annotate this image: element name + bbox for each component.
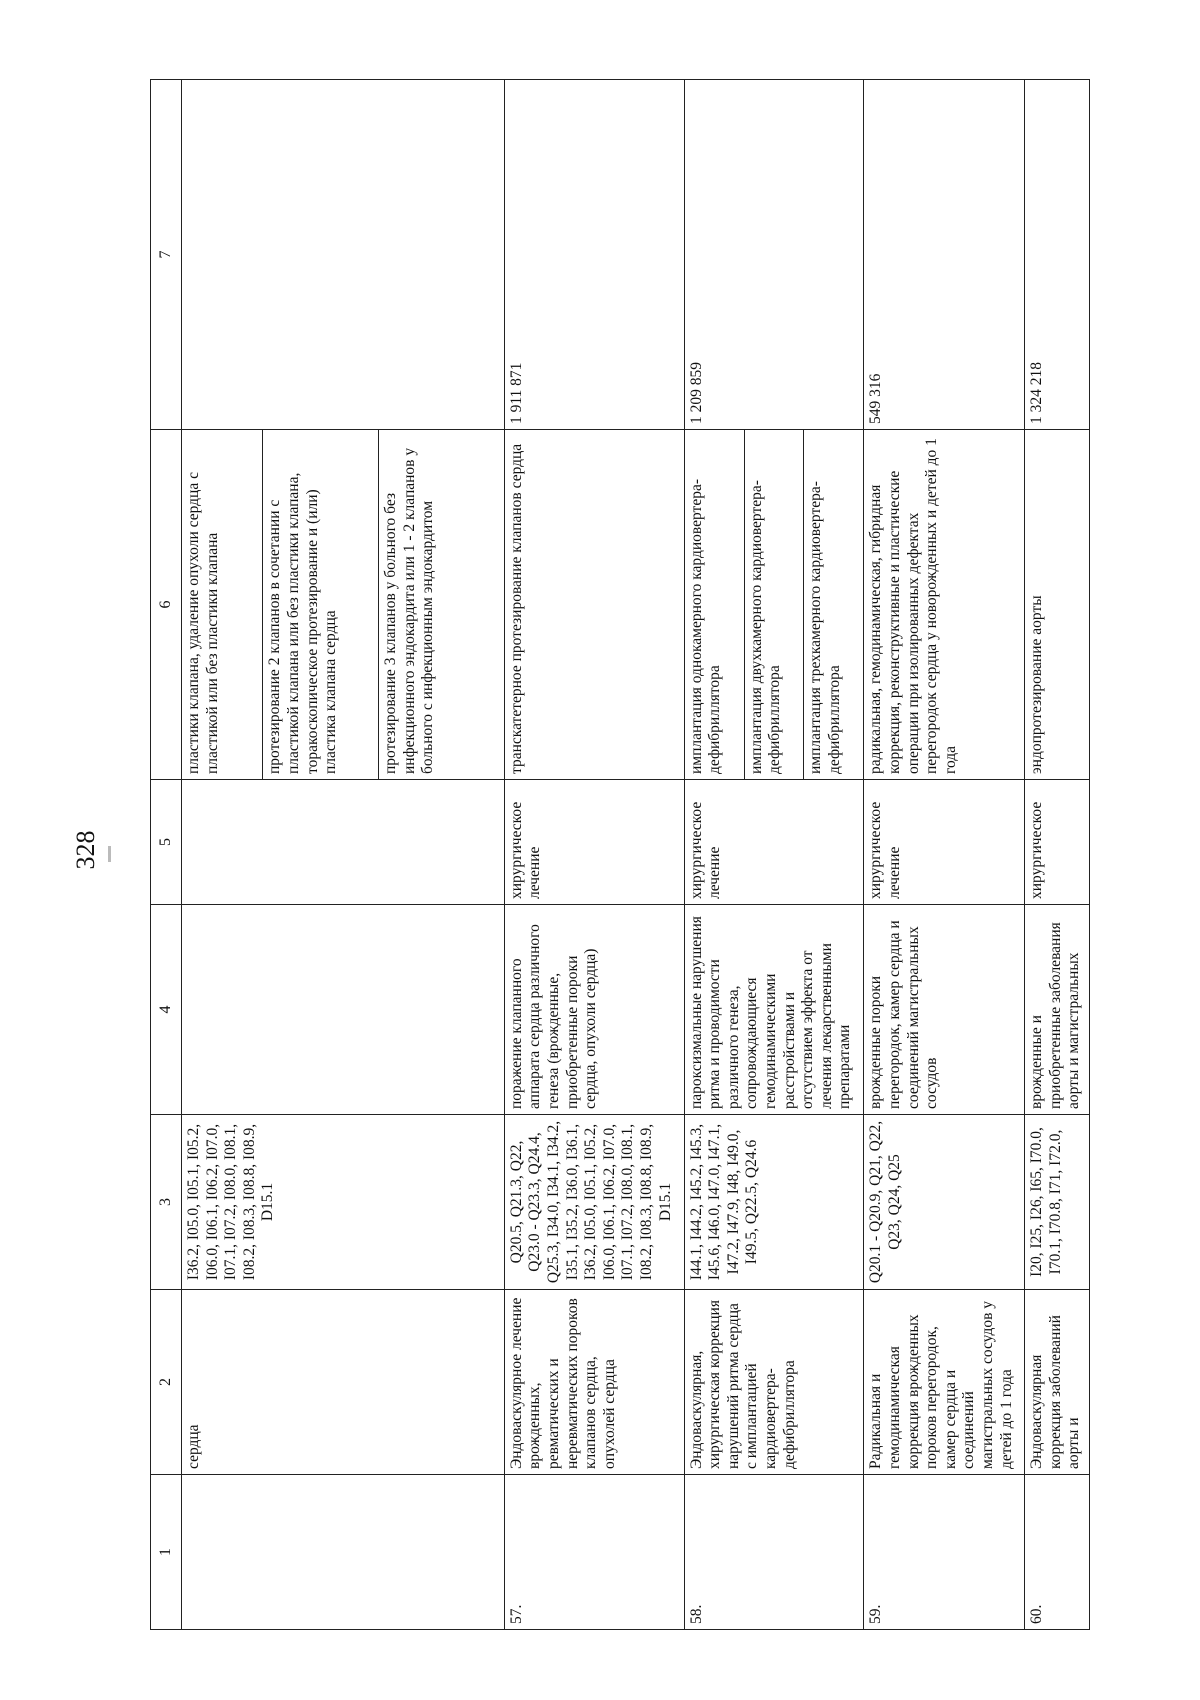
cell-model [182,905,505,1115]
services-table [150,79,1090,1630]
col-header-7: 7 [151,80,182,430]
cell-model: врожденные пороки перегородок, камер сердца и соединений магистральных сосудов [864,905,1025,1115]
cell-method: транскатетерное протезирование клапанов сердца [504,430,684,780]
table-row-60 [1024,80,1089,1630]
cell-name: Эндоваскулярная коррекция заболеваний аорты и [1024,1290,1089,1475]
cell-method: имплантация двухкамерного кардиовертера-дефибриллятора [744,430,804,780]
cell-method: радикальная, гемодинамическая, гибридная коррекция, реконструктивные и пластические операции при изолированных дефектах перегородок сердца у новорожденных и детей до 1 года [864,430,1025,780]
table-row-57 [504,80,684,1630]
cell-cost: 1 209 859 [684,80,864,430]
col-header-6: 6 [151,430,182,780]
cell-cost [182,80,505,430]
cell-name: Эндоваскулярная, хирургическая коррекция нарушений ритма сердца с имплантацией кардиовертера-дефибриллятора [684,1290,864,1475]
cell-name: Радикальная и гемодинамическая коррекция врожденных пороков перегородок, камер сердца и соединений магистральных сосудов у детей до 1 года [864,1290,1025,1475]
cell-method: протезирование 2 клапанов в сочетании с пластикой клапана или без пластики клапана, торакоскопическое протезирование и (или) пластика клапана сердца [263,430,379,780]
rotated-page-content [150,80,1090,1630]
cell-cost: 1 324 218 [1024,80,1089,430]
cell-treatment: хирургическое лечение [684,780,864,905]
table-row-59 [864,80,1025,1630]
header-row [151,80,182,1630]
cell-method: протезирование 3 клапанов у больного без инфекционного эндокардита или 1 - 2 клапанов у больного с инфекционным эндокардитом [378,430,504,780]
cell-method: имплантация однокамерного кардиовертера-дефибриллятора [684,430,744,780]
cell-num [182,1475,505,1630]
cell-num: 59. [864,1475,1025,1630]
col-header-2: 2 [151,1290,182,1475]
col-header-1: 1 [151,1475,182,1630]
cell-cost: 1 911 871 [504,80,684,430]
cell-model: пароксизмальные нарушения ритма и проводимости различного генеза, сопровождающиеся гемодинамическими расстройствами и отсутствием эффекта от лечения лекарственными препаратами [684,905,864,1115]
cell-method: пластики клапана, удаление опухоли сердца с пластикой или без пластики клапана [182,430,263,780]
col-header-5: 5 [151,780,182,905]
cell-num: 60. [1024,1475,1089,1630]
cell-model: врожденные и приобретенные заболевания аорты и магистральных [1024,905,1089,1115]
cell-name: Эндоваскулярное лечение врожденных, ревматических и неревматических пороков клапанов сердца, опухолей сердца [504,1290,684,1475]
col-header-3: 3 [151,1115,182,1290]
col-header-4: 4 [151,905,182,1115]
cell-method: имплантация трехкамерного кардиовертера-дефибриллятора [804,430,864,780]
scan-mark [108,846,111,862]
cell-codes: Q20.1 - Q20.9, Q21, Q22, Q23, Q24, Q25 [864,1115,1025,1290]
cell-codes: I20, I25, I26, I65, I70.0, I70.1, I70.8, I71, I72.0, [1024,1115,1089,1290]
cell-treatment: хирургическое лечение [504,780,684,905]
cell-codes: Q20.5, Q21.3, Q22, Q23.0 - Q23.3, Q24.4, Q25.3, I34.0, I34.1, I34.2, I35.1, I35.2, I36.0, I36.1, I36.2, I05.0, I05.1, I05.2, I06.0, I06.1, I06.2, I07.0, I07.1, I07.2, I08.0, I08.1, I08.2, I08.3, I08.8, I08.9, D15.1 [504,1115,684,1290]
cell-name: сердца [182,1290,505,1475]
cell-treatment [182,780,505,905]
cell-codes: I36.2, I05.0, I05.1, I05.2, I06.0, I06.1, I06.2, I07.0, I07.1, I07.2, I08.0, I08.1, I08.2, I08.3, I08.8, I08.9, D15.1 [182,1115,505,1290]
cell-model: поражение клапанного аппарата сердца различного генеза (врожденные, приобретенные пороки сердца, опухоли сердца) [504,905,684,1115]
cell-num: 57. [504,1475,684,1630]
page-number: 328 [71,830,100,870]
table-row-58 [684,80,744,1630]
cell-treatment: хирургическое [1024,780,1089,905]
cell-codes: I44.1, I44.2, I45.2, I45.3, I45.6, I46.0, I47.0, I47.1, I47.2, I47.9, I48, I49.0, I49.5, Q22.5, Q24.6 [684,1115,864,1290]
cell-treatment: хирургическое лечение [864,780,1025,905]
cell-num: 58. [684,1475,864,1630]
table-row-continuation [182,80,263,1630]
cell-cost: 549 316 [864,80,1025,430]
cell-method: эндопротезирование аорты [1024,430,1089,780]
